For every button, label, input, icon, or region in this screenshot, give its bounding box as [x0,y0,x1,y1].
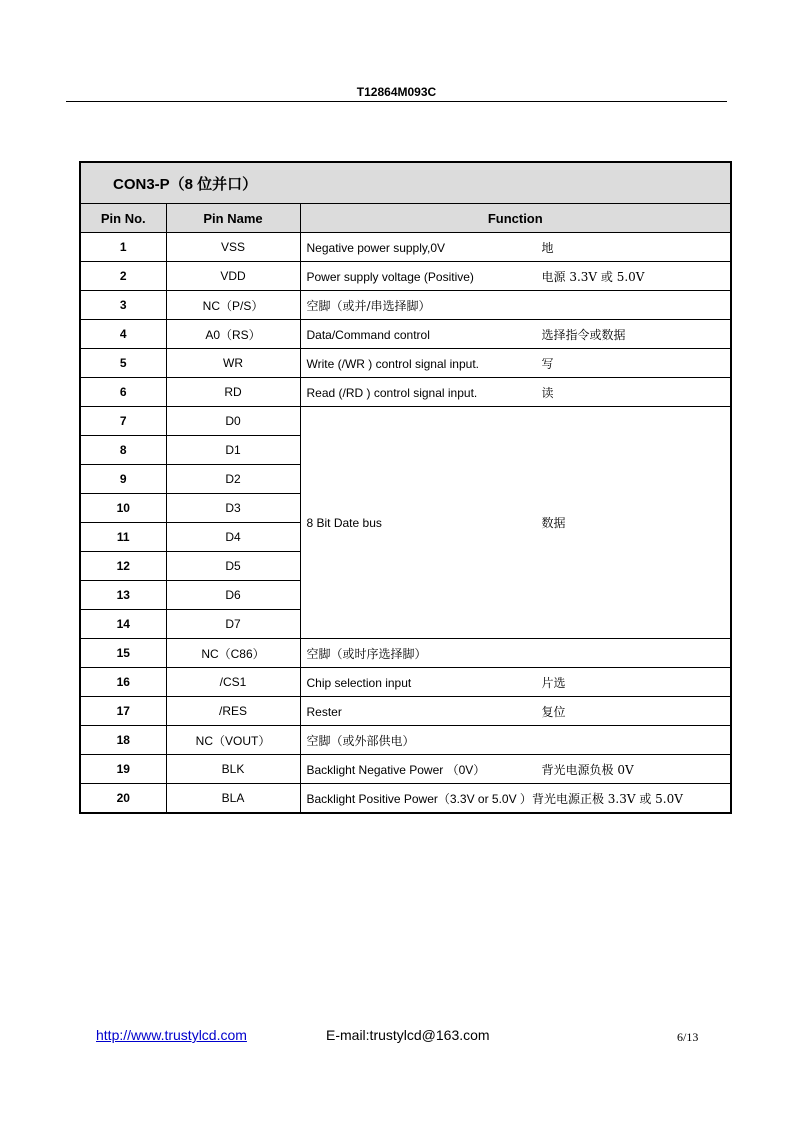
pin-number: 1 [80,233,166,262]
pin-number: 18 [80,726,166,755]
pin-table [79,161,732,814]
table-row [80,407,731,436]
pin-name: WR [166,349,300,378]
pin-name: NC（C86） [166,639,300,668]
pin-name: VSS [166,233,300,262]
pin-function [300,378,731,407]
pin-number: 19 [80,755,166,784]
table-row [80,349,731,378]
table-row [80,262,731,291]
pin-number: 13 [80,581,166,610]
function-english: Backlight Positive Power（3.3V or 5.0V ） [306,791,532,806]
column-header-pin-name: Pin Name [166,204,300,233]
pin-name: /CS1 [166,668,300,697]
table-row [80,726,731,755]
function-chinese: 复位 [541,704,566,719]
function-english: Rester [306,704,342,719]
data-bus-function [300,407,731,639]
table-row [80,697,731,726]
column-header-pin-no: Pin No. [80,204,166,233]
document-title: T12864M093C [356,85,437,99]
function-chinese: 数据 [541,516,566,530]
column-header-function: Function [300,204,731,233]
pin-function [300,697,731,726]
function-chinese: 空脚（或时序选择脚） [306,646,427,661]
function-chinese: 读 [541,385,554,400]
function-chinese: 空脚（或并/串选择脚） [306,298,431,313]
pin-function [300,726,731,755]
function-english: Chip selection input [306,675,412,690]
table-caption: CON3-P（8 位并口） [80,162,731,204]
pin-function [300,784,731,814]
pin-function [300,755,731,784]
email-text: E-mail:trustylcd@163.com [326,1027,490,1043]
pin-name: BLK [166,755,300,784]
function-chinese: 空脚（或外部供电） [306,733,415,748]
function-chinese: 地 [541,240,554,255]
pin-name: D7 [166,610,300,639]
table-row [80,784,731,814]
pin-name: VDD [166,262,300,291]
page-number: 6/13 [677,1030,699,1044]
table-row [80,233,731,262]
table-row [80,639,731,668]
website-link[interactable]: http://www.trustylcd.com [96,1027,247,1043]
pin-number: 14 [80,610,166,639]
pin-name: D4 [166,523,300,552]
pin-name: BLA [166,784,300,814]
function-english: Write (/WR ) control signal input. [306,356,479,371]
pin-function [300,639,731,668]
pin-function [300,668,731,697]
pin-number: 5 [80,349,166,378]
function-english: 8 Bit Date bus [306,516,382,530]
function-english: Backlight Negative Power （0V） [306,762,486,777]
pin-number: 2 [80,262,166,291]
pin-name: A0（RS） [166,320,300,349]
function-english: Read (/RD ) control signal input. [306,385,478,400]
function-english: Negative power supply,0V [306,240,446,255]
pin-number: 8 [80,436,166,465]
pin-name: D3 [166,494,300,523]
pin-function [300,233,731,262]
pin-function [300,262,731,291]
pin-name: NC（VOUT） [166,726,300,755]
table-header-row [80,204,731,233]
pin-name: D2 [166,465,300,494]
pin-number: 10 [80,494,166,523]
function-chinese: 写 [541,356,554,371]
pin-number: 20 [80,784,166,814]
function-chinese: 片选 [541,675,566,690]
table-row [80,291,731,320]
pin-name: D5 [166,552,300,581]
pin-number: 3 [80,291,166,320]
pin-name: D0 [166,407,300,436]
pin-number: 16 [80,668,166,697]
table-row [80,378,731,407]
pin-number: 11 [80,523,166,552]
pin-number: 12 [80,552,166,581]
pin-number: 4 [80,320,166,349]
function-chinese: 背光电源负极 0V [541,762,634,777]
header-rule [66,101,727,102]
table-row [80,755,731,784]
pin-number: 15 [80,639,166,668]
pin-name: D1 [166,436,300,465]
pin-name: /RES [166,697,300,726]
pin-function [300,320,731,349]
table-row [80,320,731,349]
pin-number: 7 [80,407,166,436]
table-row [80,668,731,697]
function-chinese: 电源 3.3V 或 5.0V [541,269,645,284]
pin-number: 9 [80,465,166,494]
pin-number: 6 [80,378,166,407]
pin-name: NC（P/S） [166,291,300,320]
function-english: Data/Command control [306,327,430,342]
pin-name: D6 [166,581,300,610]
pin-function [300,349,731,378]
function-chinese: 背光电源正极 3.3V 或 5.0V [531,791,683,806]
pin-name: RD [166,378,300,407]
pin-function [300,291,731,320]
pin-number: 17 [80,697,166,726]
function-english: Power supply voltage (Positive) [306,269,474,284]
function-chinese: 选择指令或数据 [541,327,626,342]
